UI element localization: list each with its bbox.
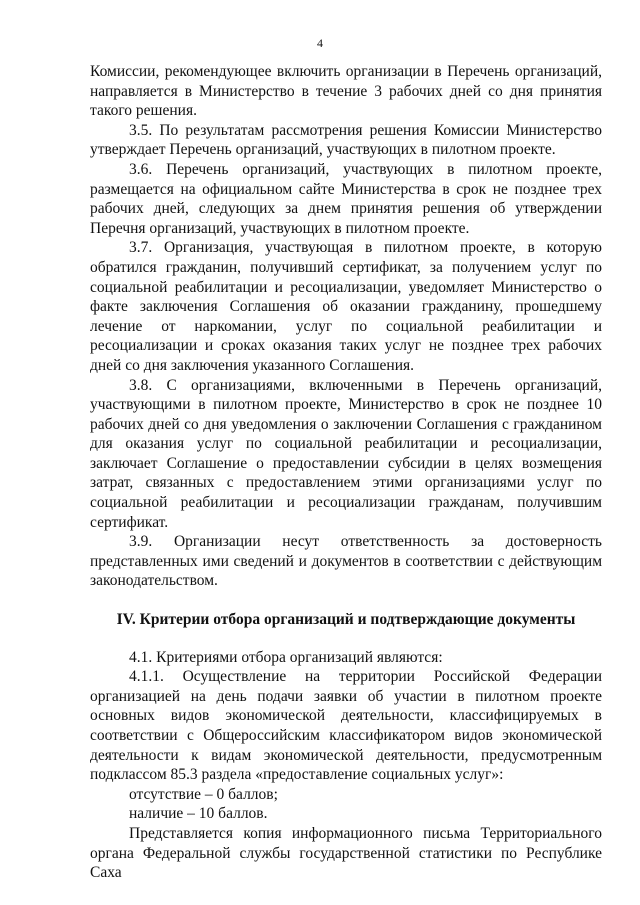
paragraph-documents: Представляется копия информационного письма Территориального органа Федеральной службы государственной статистики по Республике Саха (90, 824, 602, 882)
score-absent: отсутствие – 0 баллов; (129, 785, 278, 803)
paragraph-continuation: Комиссии, рекомендующее включить организации в Перечень организаций, направляется в Министерство в течение 3 рабочих дней со дня принятия такого решения. (90, 63, 602, 120)
page-number: 4 (317, 36, 323, 50)
document-body (90, 62, 602, 883)
paragraph-3-8: 3.8. С организациями, включенными в Перечень организаций, участвующими в пилотном проекте, Министерство в срок не позднее 10 рабочих дней со дня уведомления о заключении Соглашения с гражданином для оказания услуг по социальной реабилитации и ресоциализации, заключает Соглашение о предоставлении субсидии в целях возмещения затрат, связанных с предоставлением этими организациями услуг по социальной реабилитации и ресоциализации гражданам, получившим сертификат. (90, 376, 602, 531)
paragraph-3-6: 3.6. Перечень организаций, участвующих в пилотном проекте, размещается на официальном сайте Министерства в срок не позднее трех рабочих дней, следующих за днем принятия решения об утверждении Перечня организаций, участвующих в пилотном проекте. (90, 160, 602, 237)
paragraph-3-5: 3.5. По результатам рассмотрения решения Комиссии Министерство утверждает Перечень организаций, участвующих в пилотном проекте. (90, 121, 602, 159)
paragraph-4-1-1: 4.1.1. Осуществление на территории Российской Федерации организацией на день подачи заявки об участии в пилотном проекте основных видов экономической деятельности, классифицируемых в соответствии с Общероссийским классификатором видов экономической деятельности к видам экономической деятельности, предусмотренным подклассом 85.3 раздела «предоставление социальных услуг»: (90, 668, 602, 784)
paragraph-3-7: 3.7. Организация, участвующая в пилотном проекте, в которую обратился гражданин, получивший сертификат, за получением услуг по социальной реабилитации и ресоциализации, уведомляет Министерство о факте заключения Соглашения об оказании гражданину, прошедшему лечение от наркомании, услуг по социальной реабилитации и ресоциализации и сроках оказания таких услуг не позднее трех рабочих дней со дня заключения указанного Соглашения. (90, 239, 602, 374)
paragraph-4-1: 4.1. Критериями отбора организаций являются: (129, 648, 443, 666)
section-heading: IV. Критерии отбора организаций и подтверждающие документы (116, 611, 576, 629)
score-present: наличие – 10 баллов. (129, 805, 268, 823)
paragraph-3-9: 3.9. Организации несут ответственность за достоверность представленных ими сведений и документов в соответствии с действующим законодательством. (90, 533, 602, 590)
